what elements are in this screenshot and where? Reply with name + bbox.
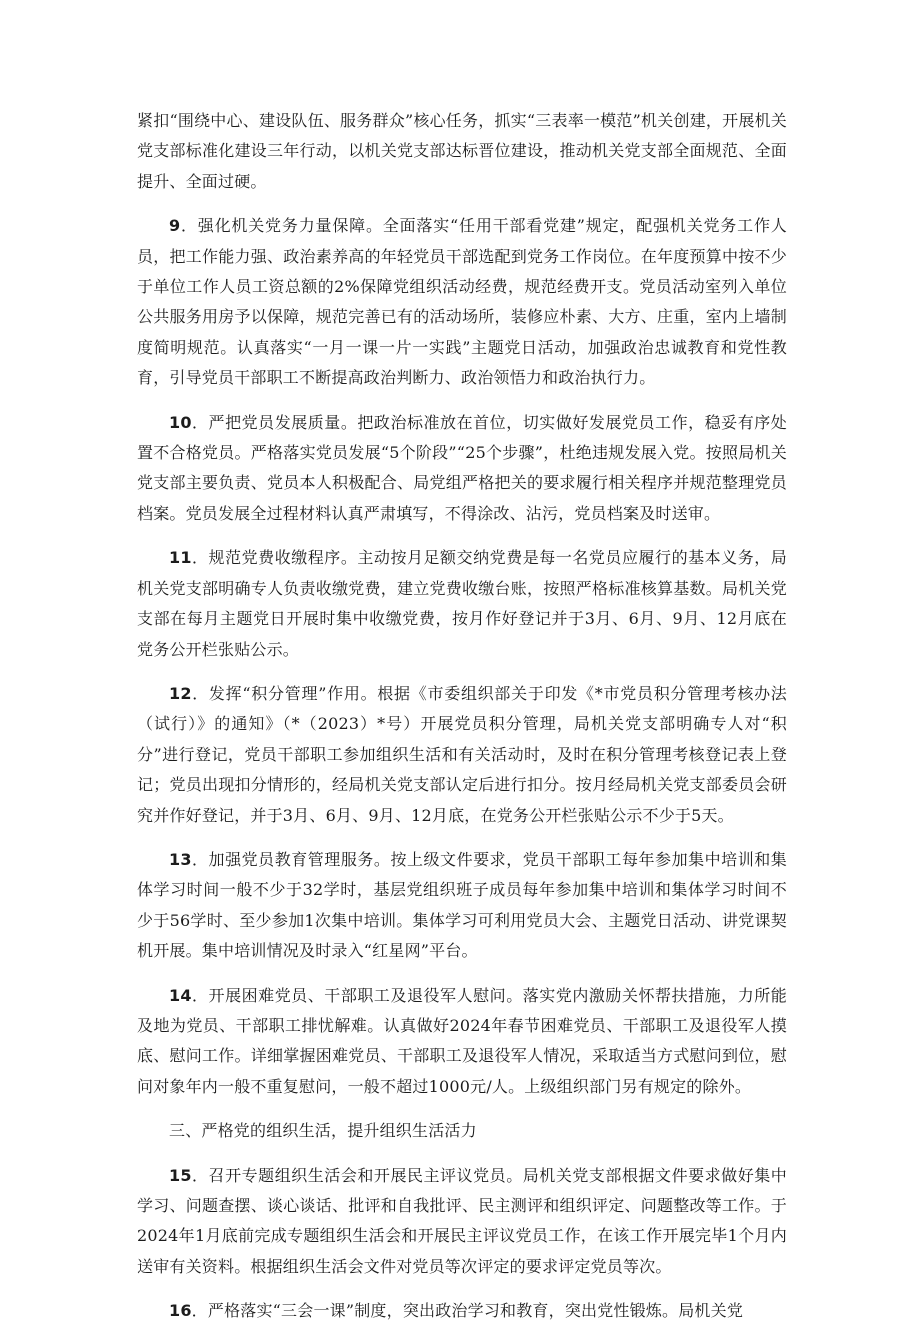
item-number: 16 (169, 1301, 192, 1321)
paragraph-text: ．严格落实“三会一课”制度，突出政治学习和教育，突出党性锻炼。局机关党 (191, 1301, 744, 1321)
document-body (137, 106, 787, 1341)
item-number: 9 (169, 216, 181, 236)
section-heading-text: 三、严格党的组织生活，提升组织生活活力 (169, 1121, 477, 1141)
section-heading (137, 1116, 787, 1146)
paragraph-item-11 (137, 543, 787, 665)
paragraph-item-15 (137, 1161, 787, 1283)
item-number: 14 (169, 985, 192, 1005)
item-number: 11 (169, 548, 192, 568)
paragraph-text: ．发挥“积分管理”作用。根据《市委组织部关于印发《*市党员积分管理考核办法（试行）》的通知》（*（2023）*号）开展党员积分管理，局机关党支部明确专人对“积分”进行登记，党员干部职工参加组织生活和有关活动时，及时在积分管理考核登记表上登记；党员出现扣分情形的，经局机关党支部认定后进行扣分。按月经局机关党支部委员会研究并作好登记，并于3月、6月、9月、12月底，在党务公开栏张贴公示不少于5天。 (137, 683, 787, 825)
paragraph-item-10 (137, 408, 787, 530)
item-number: 12 (169, 683, 192, 703)
paragraph-item-14 (137, 981, 787, 1103)
paragraph-intro (137, 106, 787, 197)
paragraph-text: ．召开专题组织生活会和开展民主评议党员。局机关党支部根据文件要求做好集中学习、问题查摆、谈心谈话、批评和自我批评、民主测评和组织评定、问题整改等工作。于2024年1月底前完成专题组织生活会和开展民主评议党员工作，在该工作开展完毕1个月内送审有关资料。根据组织生活会文件对党员等次评定的要求评定党员等次。 (137, 1165, 787, 1276)
paragraph-text: ．规范党费收缴程序。主动按月足额交纳党费是每一名党员应履行的基本义务，局机关党支部明确专人负责收缴党费，建立党费收缴台账，按照严格标准核算基数。局机关党支部在每月主题党日开展时集中收缴党费，按月作好登记并于3月、6月、9月、12月底在党务公开栏张贴公示。 (137, 548, 787, 659)
paragraph-text: ．严把党员发展质量。把政治标准放在首位，切实做好发展党员工作，稳妥有序处置不合格党员。严格落实党员发展“5个阶段”“25个步骤”，杜绝违规发展入党。按照局机关党支部主要负责、党员本人积极配合、局党组严格把关的要求履行相关程序并规范整理党员档案。党员发展全过程材料认真严肃填写，不得涂改、沾污，党员档案及时送审。 (137, 412, 787, 523)
paragraph-item-13 (137, 845, 787, 967)
item-number: 10 (169, 412, 192, 432)
item-number: 13 (169, 849, 192, 869)
paragraph-text: ．强化机关党务力量保障。全面落实“任用干部看党建”规定，配强机关党务工作人员，把工作能力强、政治素养高的年轻党员干部选配到党务工作岗位。在年度预算中按不少于单位工作人员工资总额的2%保障党组织活动经费，规范经费开支。党员活动室列入单位公共服务用房予以保障，规范完善已有的活动场所，装修应朴素、大方、庄重，室内上墙制度简明规范。认真落实“一月一课一片一实践”主题党日活动，加强政治忠诚教育和党性教育，引导党员干部职工不断提高政治判断力、政治领悟力和政治执行力。 (137, 216, 787, 388)
item-number: 15 (169, 1165, 192, 1185)
paragraph-text: 紧扣“围绕中心、建设队伍、服务群众”核心任务，抓实“三表率一模范”机关创建，开展机关党支部标准化建设三年行动，以机关党支部达标晋位建设，推动机关党支部全面规范、全面提升、全面过硬。 (137, 111, 787, 191)
paragraph-text: ．加强党员教育管理服务。按上级文件要求，党员干部职工每年参加集中培训和集体学习时间一般不少于32学时，基层党组织班子成员每年参加集中培训和集体学习时间不少于56学时、至少参加1次集中培训。集体学习可利用党员大会、主题党日活动、讲党课契机开展。集中培训情况及时录入“红星网”平台。 (137, 849, 787, 961)
paragraph-item-9 (137, 211, 787, 393)
paragraph-text: ．开展困难党员、干部职工及退役军人慰问。落实党内激励关怀帮扶措施，力所能及地为党员、干部职工排忧解难。认真做好2024年春节困难党员、干部职工及退役军人摸底、慰问工作。详细掌握困难党员、干部职工及退役军人情况，采取适当方式慰问到位，慰问对象年内一般不重复慰问，一般不超过1000元/人。上级组织部门另有规定的除外。 (137, 985, 787, 1096)
paragraph-item-12 (137, 679, 787, 831)
